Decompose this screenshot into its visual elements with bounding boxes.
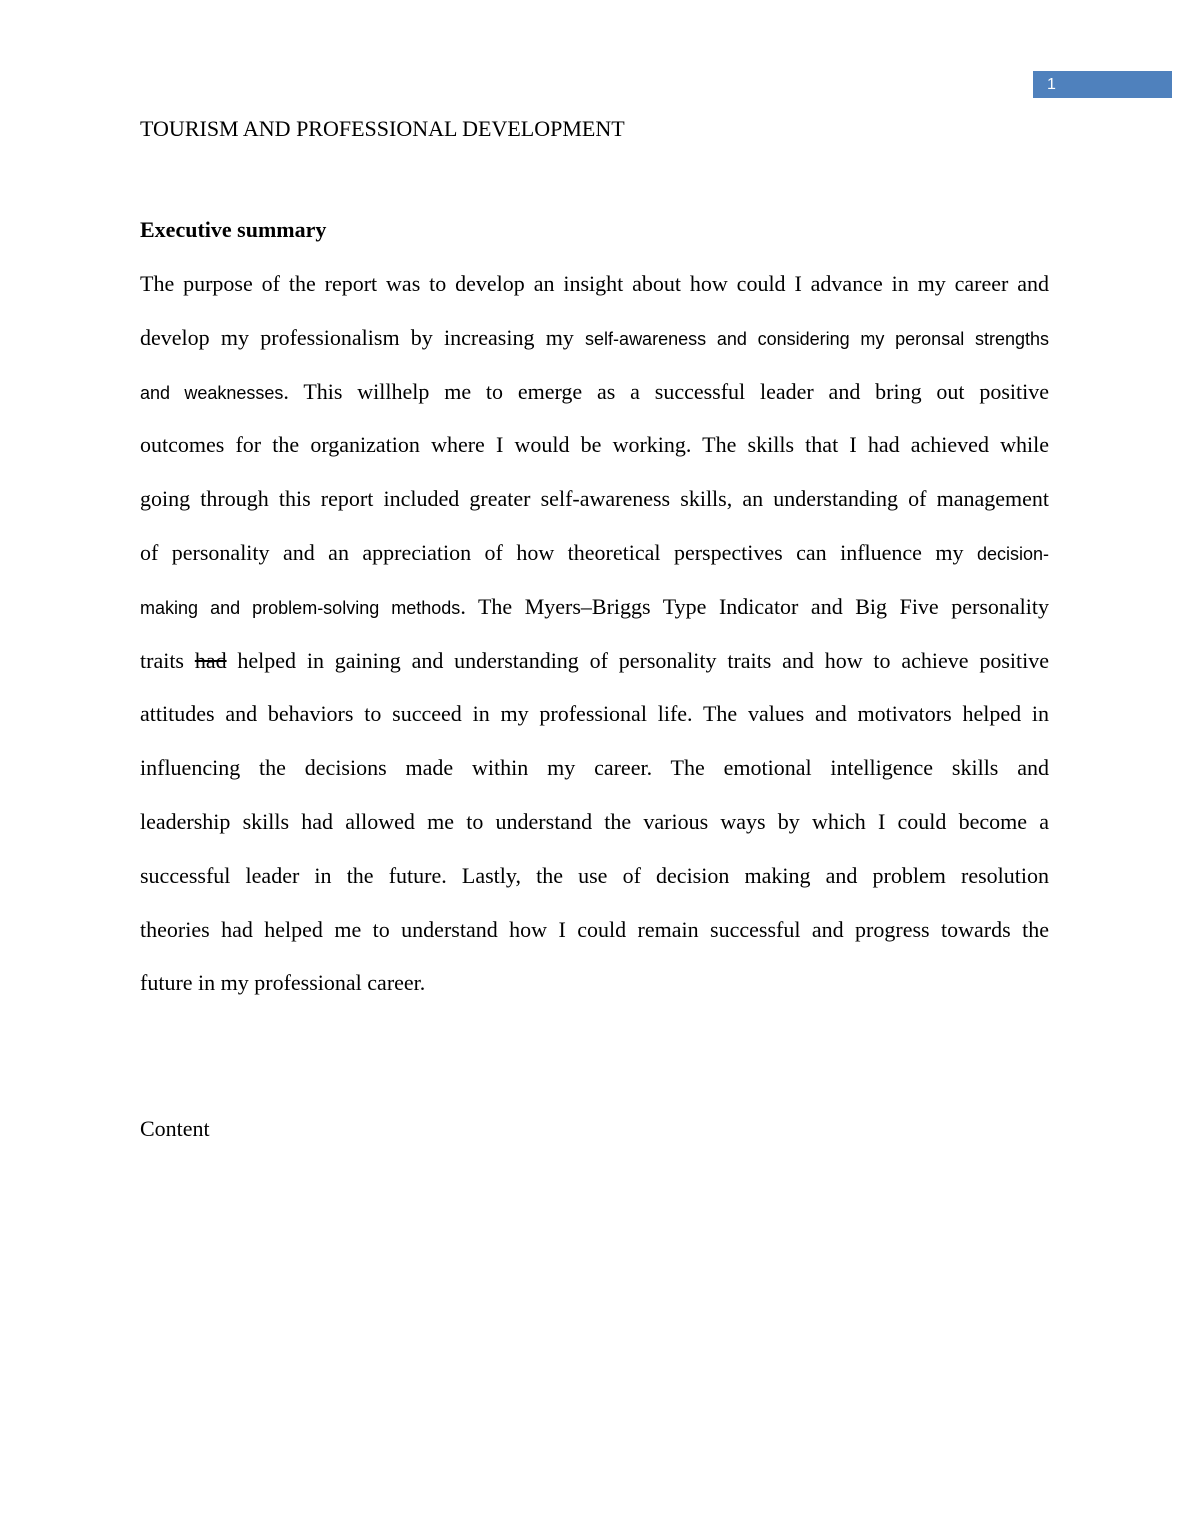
section-title: Executive summary <box>140 217 327 242</box>
text-run-alt-font: making and problem-solving methods <box>140 597 461 618</box>
page-number: 1 <box>1047 76 1056 93</box>
text-run: future in my professional career. <box>140 970 426 996</box>
paragraph-line <box>140 956 1049 1010</box>
paragraph-line <box>140 311 1049 365</box>
text-run: traits <box>140 647 195 673</box>
text-run-alt-font: self-awareness and considering my peronsal strengths <box>585 328 1049 349</box>
text-run: attitudes and behaviors to succeed in my professional life. The values and motivators helped in <box>140 701 1049 727</box>
paragraph-line <box>140 687 1049 741</box>
paragraph-line <box>140 257 1049 311</box>
text-run: theories had helped me to understand how I could remain successful and progress towards the <box>140 916 1049 942</box>
paragraph-line <box>140 634 1049 688</box>
text-run: . This willhelp me to emerge as a successful leader and bring out positive <box>283 378 1049 404</box>
text-run: going through this report included greater self-awareness skills, an understanding of management <box>140 486 1049 512</box>
text-run: outcomes for the organization where I would be working. The skills that I had achieved while <box>140 432 1049 458</box>
text-run: . The Myers–Briggs Type Indicator and Big Five personality <box>460 593 1049 619</box>
text-run: leadership skills had allowed me to understand the various ways by which I could become a <box>140 808 1049 834</box>
paragraph-line <box>140 365 1049 419</box>
paragraph-line <box>140 580 1049 634</box>
text-run: develop my professionalism by increasing my <box>140 324 586 350</box>
paragraph-line <box>140 526 1049 580</box>
text-run: helped in gaining and understanding of personality traits and how to achieve positive <box>226 647 1049 673</box>
content-heading: Content <box>140 1116 210 1141</box>
text-run-alt-font: decision- <box>976 543 1049 564</box>
paragraph-line <box>140 849 1049 903</box>
text-run: of personality and an appreciation of how theoretical perspectives can influence my <box>140 539 977 565</box>
executive-summary-paragraph <box>140 257 1049 1010</box>
text-run: The purpose of the report was to develop an insight about how could I advance in my career and <box>140 271 1049 296</box>
paragraph-line <box>140 418 1049 472</box>
paragraph-line <box>140 903 1049 957</box>
paragraph-line <box>140 741 1049 795</box>
paragraph-line <box>140 795 1049 849</box>
text-run: influencing the decisions made within my career. The emotional intelligence skills and <box>140 755 1049 781</box>
paragraph-line <box>140 472 1049 526</box>
text-run: successful leader in the future. Lastly, the use of decision making and problem resolution <box>140 862 1049 888</box>
text-run-alt-font: and weaknesses <box>140 382 284 403</box>
page-number-badge <box>1033 71 1172 98</box>
running-head: TOURISM AND PROFESSIONAL DEVELOPMENT <box>140 116 625 141</box>
strikethrough-text: had <box>194 647 227 673</box>
